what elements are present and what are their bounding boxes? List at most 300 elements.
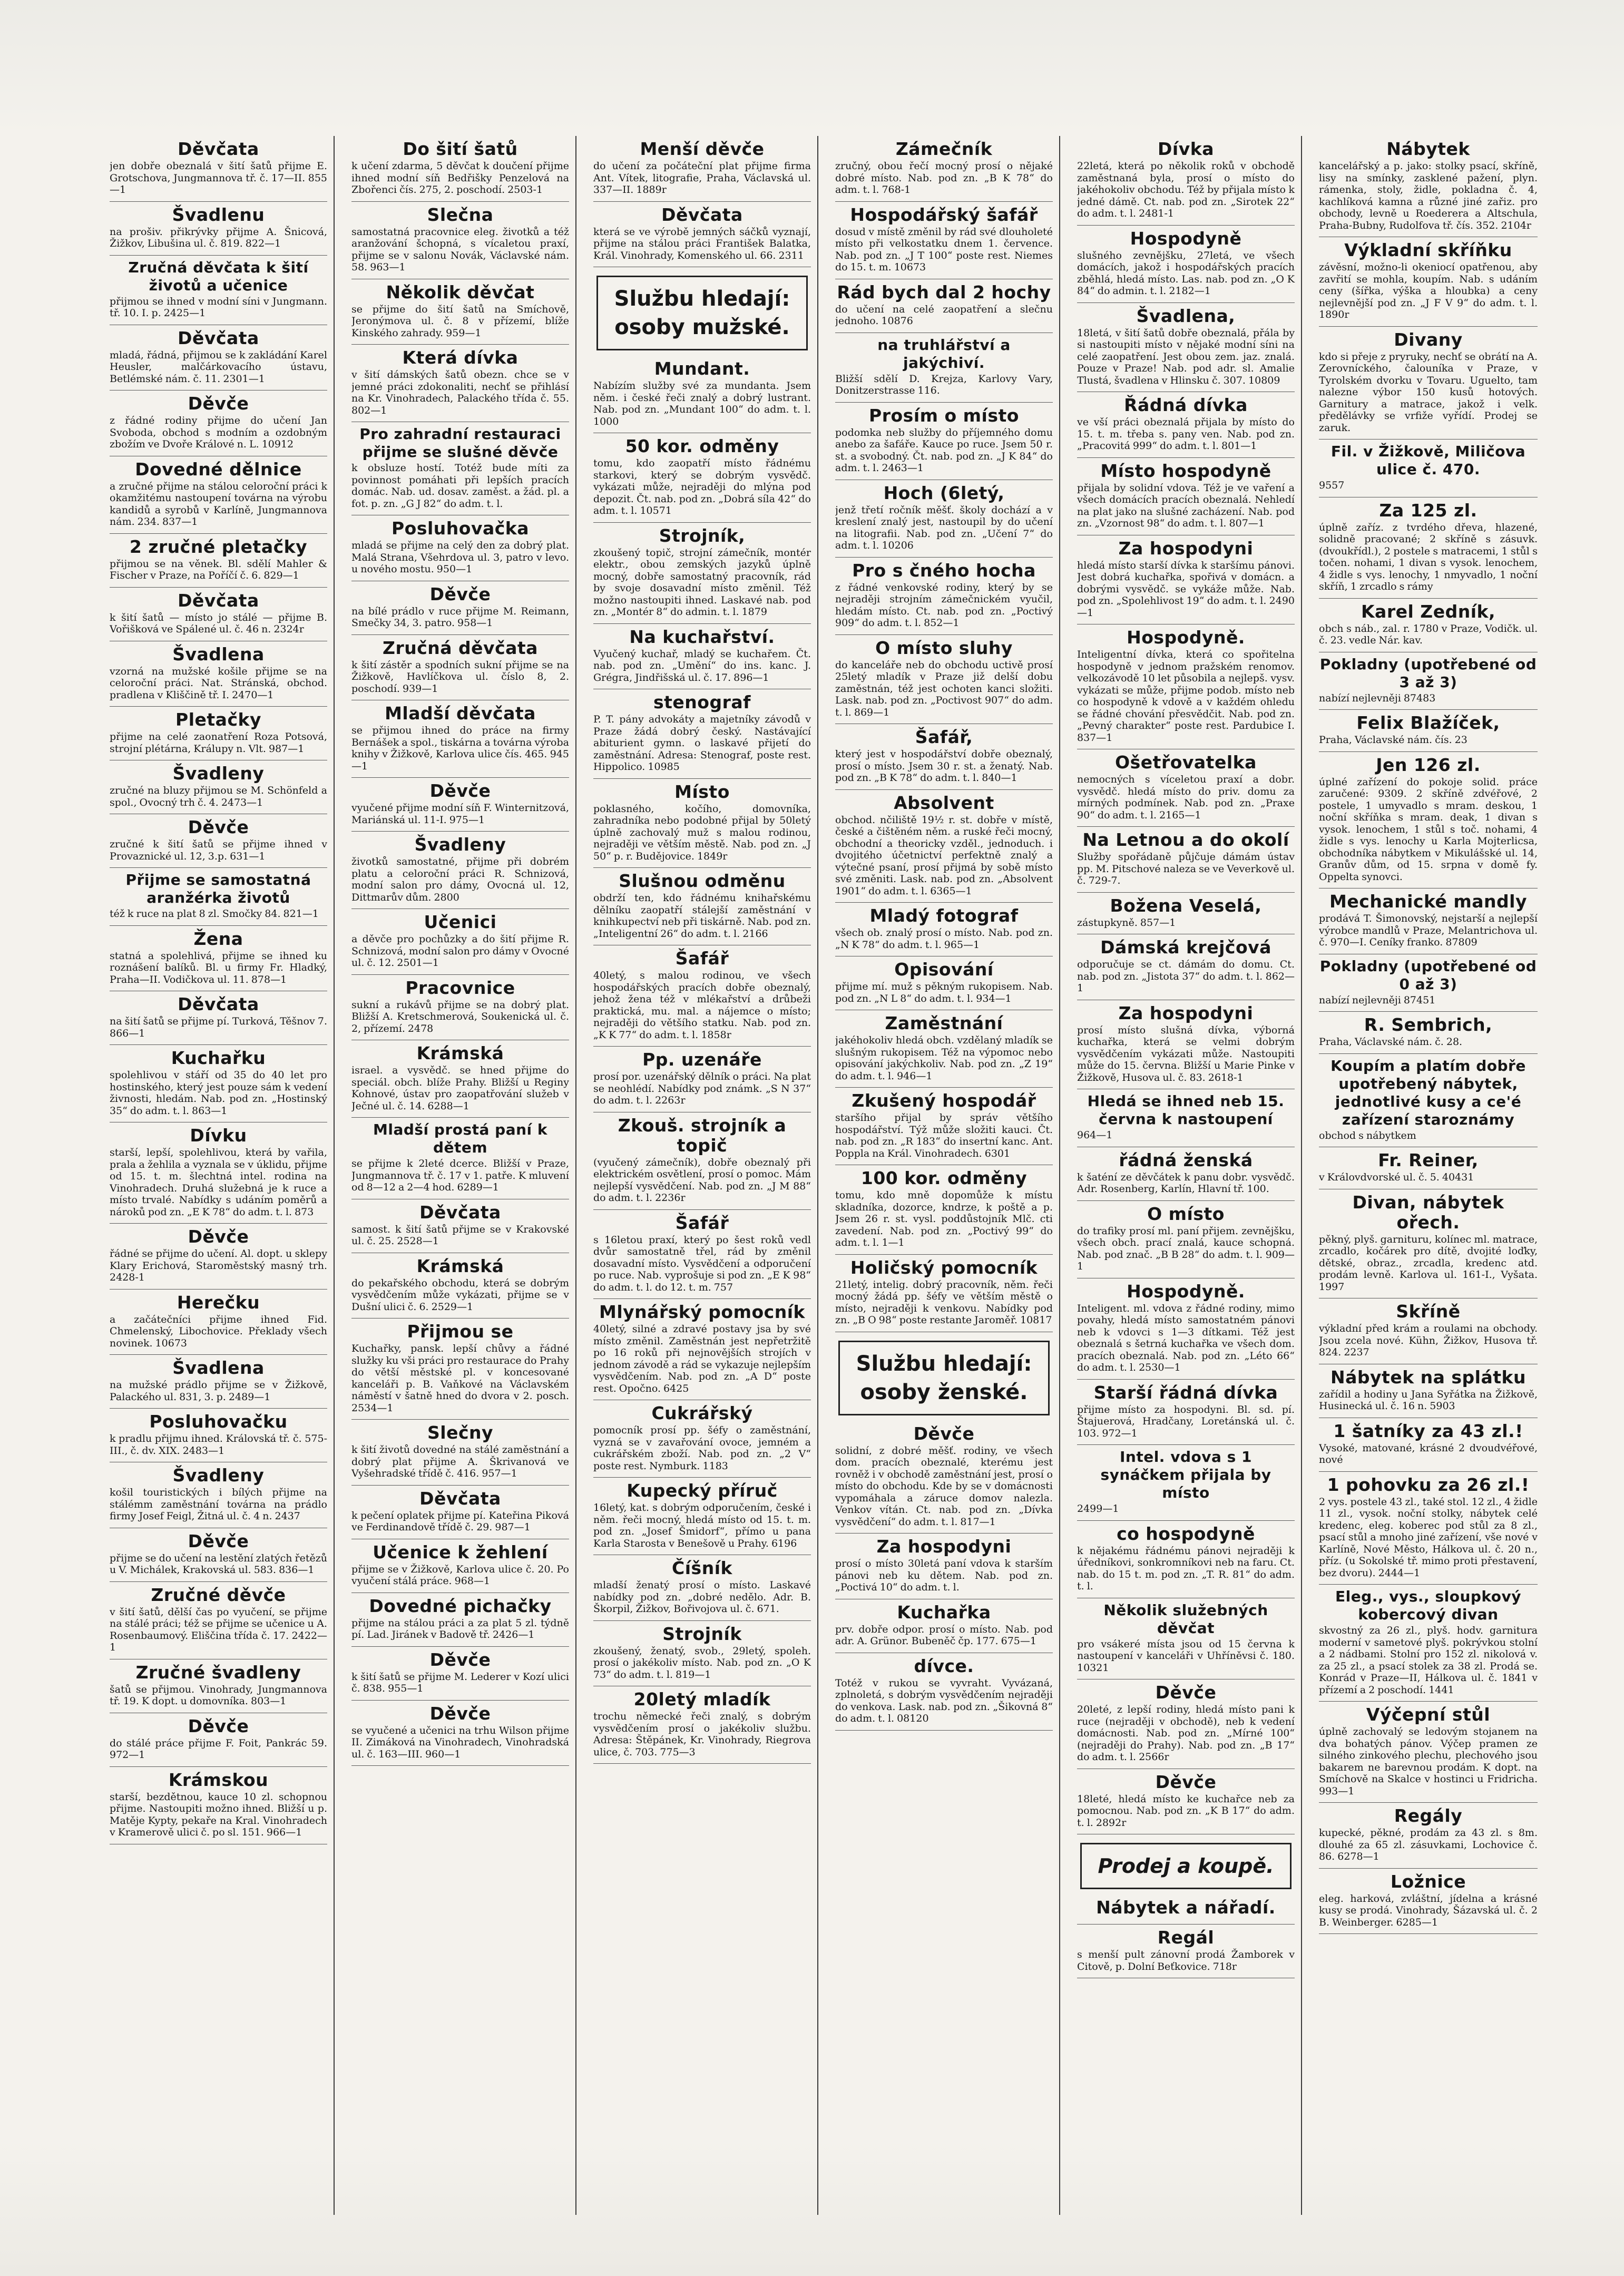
classified-ad [835,727,1053,790]
ad-heading: Zámečník [895,139,993,159]
ad-body: 2499—1 [1077,1503,1119,1515]
classified-ad [1319,892,1538,954]
ad-heading: Strojník, [659,525,746,546]
classified-ad [593,627,811,690]
ad-body: zkoušený, ženatý, svob., 29letý, spoleh. prosí o jakékoliv místo. Nab. pod zn. „O K 73“ do adm. t. l. 819—1 [593,1645,811,1681]
ad-heading: Divan, nábytek ořech. [1352,1191,1504,1233]
ad-body: pro vsákeré místa jsou od 15 června k nastoupení v kanceláři v Uhříněvsi č. 180. 10321 [1077,1638,1295,1674]
ad-heading: Pro zahradní restauraci přijme se slušné děvče [359,425,561,461]
ad-body: a začátečníci přijme ihned Fid. Chmelenský, Libochovice. Překlady všech novinek. 10673 [110,1313,327,1349]
classified-ad [1319,1302,1538,1364]
ad-heading: Pro s čného hocha [852,560,1036,581]
classified-ad [1319,1705,1538,1803]
classified-ad [110,1770,327,1844]
classified-ad [110,764,327,814]
classified-ad [593,1689,811,1764]
classified-ad [835,205,1053,279]
classified-ad [351,1489,569,1539]
ad-body: též k ruce na plat 8 zl. Smočky 84. 821—1 [110,908,319,920]
classified-ad [1077,1282,1295,1380]
section-heading: Službu hledají: osoby ženské. [838,1341,1050,1415]
ad-body: slušného zevnějšku, 27letá, ve všech domácích, jakož i hospodářských pracích zběhlá, hledá místo. Las. nab. pod zn. „O K 84“ do admin. t. l. 2182—1 [1077,249,1295,297]
classified-ad [1077,229,1295,303]
ad-body: 2 vys. postele 43 zl., také stol. 12 zl., 4 židle 11 zl., vysok. noční stolky, nábytek celé kredenc, eleg. koberec pod stůl za 8 zl., psací stůl a mnoho jiné zařízení, vše nové v Karlíně, Nové Město, Hálkova ul. č. 20 n., příz. (u Sokolské tř. mimo proti přestavení, bez dvoru). 2444—1 [1319,1496,1538,1579]
ad-heading: Božena Veselá, [1110,895,1262,916]
ad-body: Inteligent. ml. vdova z řádné rodiny, mimo povahy, hledá místo samostatném pánovi neb k vdovci s 1—3 dítkami. Též jest obeznalá s šetrná kuchařka ve všech dom. pracích obeznalá. Nab. pod zn. „Léto 66“ do adm. t. l. 2530—1 [1077,1302,1295,1373]
classified-ad [835,1258,1053,1332]
ad-body: přijme místo za hospodyni. Bl. sd. pí. Štajuerová, Hradčany, Loretánská ul. č. 103. 972—1 [1077,1403,1295,1439]
ad-heading: Nábytek [1386,139,1470,159]
ad-body: přijme se v Žižkově, Karlova ulice č. 20. Po vyučení stálá práce. 968—1 [351,1563,569,1587]
ad-heading: Za hospodyni [1118,1002,1254,1023]
ad-body: v šití šatů, dělší čas po vyučení, se přijme na stálé práci; též se přijme se učenice u A. Rosenbaumový. Eliščina třída č. 17. 2422—1 [110,1606,327,1653]
ad-heading: Mlynářský pomocník [599,1302,805,1322]
ad-heading: Děvče [429,1703,491,1724]
classified-ad [1077,753,1295,827]
classified-ad [351,1322,569,1420]
ad-heading: O místo [1147,1203,1225,1224]
ad-heading: Děvčata [178,327,259,348]
ad-body: prosí o místo 30letá paní vdova k starším pánovi neb ku dětem. Nab. pod zn. „Poctivá 10“ do adm. t. l. [835,1558,1053,1593]
ad-body: poklasného, kočího, domovníka, zahradníka nebo podobné přijal by 50letý úplně zachovalý muž s malou rodinou, nejraději ve větším městě. Nab. pod zn. „J 50“ p. r. Budějovice. 1849r [593,803,811,862]
ad-body: a zručné přijme na stálou celoroční práci k okamžitému nastoupení továrna na výrobu kandidů a syrobů v Karlíně, Jungmannova nám. 234. 837—1 [110,480,327,528]
ad-heading: Hospodyně [1130,228,1242,249]
ad-heading: Švadleny [172,1465,265,1486]
classified-ad [1077,1772,1295,1835]
classified-ad [1319,602,1538,652]
section-heading: Službu hledají: osoby mužské. [596,276,808,350]
ad-heading: Děvče [188,1226,249,1247]
ad-body: Bližší sdělí D. Krejza, Karlovy Vary, Donitzerstrasse 116. [835,373,1053,396]
classified-ad [110,591,327,641]
ad-body: všech ob. znalý prosí o místo. Nab. pod zn. „N K 78“ do adm. t. l. 965—1 [835,927,1053,951]
ad-heading: Zkouš. strojník a topič [618,1115,787,1156]
ad-heading: Učenice k žehlení [373,1541,548,1562]
ad-heading: Zručná děvčata k šití životů a učenice [128,258,309,294]
column-6 [1319,136,1544,2215]
ad-heading: 1 šatníky za 43 zl.! [1333,1420,1523,1441]
classified-ad [835,1091,1053,1165]
ad-heading: Pokladny (upotřebené od 0 až 3) [1319,957,1537,993]
classified-ad [835,906,1053,956]
ad-body: vyučené přijme modní síň F. Winternitzová, Mariánská ul. 11-I. 975—1 [351,802,569,826]
ad-heading: Zručné děvče [151,1584,286,1605]
ad-heading: Děvče [188,817,249,837]
ad-heading: Děvče [429,583,491,604]
ad-heading: Děvčata [419,1202,501,1223]
ad-heading: 20letý mladík [633,1689,771,1710]
ad-heading: Šafář [675,948,729,969]
ad-body: řádné se přijme do učení. Al. dopt. u sklepy Klary Erichová, Staroměstský masný trh. 2428-1 [110,1248,327,1283]
classified-ad [1077,1383,1295,1445]
classified-ad [1077,1150,1295,1201]
ad-body: obchod s nábytkem [1319,1129,1416,1141]
column-5 [1077,136,1302,2215]
ad-heading: Děvčata [661,204,743,225]
ad-body: obchod. nčiliště 19½ r. st. dobře v místě, české a čištěném něm. a ruské řeči mocný, obchodní a theoricky vzděl., jednoduch. i dvojitého účetnictví perfektně znalý a výtečné psaní, prosí přijmá by sobě místo své změniti. Lask. nab. pod zn. „Absolvent 1901“ do adm. t. l. 6365—1 [835,814,1053,897]
ad-heading: Místo [674,781,730,802]
ad-body: (vyučený zámečník), dobře obeznalý při elektrickém osvětlení, prosí o pomoc. Mám nejlepší vysvědčení. Nab. pod zn. „J M 88“ do adm. t. l. 2236r [593,1156,811,1204]
classified-ad [1319,1421,1538,1472]
ad-body: do učení na celé zaopatření a slečnu jednoho. 10876 [835,303,1053,327]
section-heading: Prodej a koupě. [1080,1843,1292,1889]
classified-ad [1077,1204,1295,1278]
ad-body: v Královdvorské ul. č. 5. 40431 [1319,1171,1474,1183]
classified-ad [110,1293,327,1355]
ad-body: skvostný za 26 zl., plyš. hodv. garnitura moderní v sametové plyš. pokrývkou stolní a 2 nádbami. Stolní pro 152 zl. nikolová v. za 25 zl., a psací stolek za 38 zl. Prodá se. Konrád v Praze—II, Hálkova ul. č. 1841 v přízemí a 2 poschodí. 1441 [1319,1625,1538,1696]
ad-body: prv. dobře odpor. prosí o místo. Nab. pod adr. A. Grünor. Bubeněč čp. 177. 675—1 [835,1623,1053,1647]
classified-ad [351,704,569,778]
classified-ad [835,561,1053,635]
ad-heading: Felix Blažíček, [1356,712,1500,733]
classified-ad [1319,1872,1538,1935]
classified-ad [351,1704,569,1766]
ad-heading: Mladší prostá paní k dětem [373,1121,548,1156]
ad-body: k pradlu přijmu ihned. Královská tř. č. 575-III., č. dv. XIX. 2483—1 [110,1433,327,1457]
classified-ad [1319,1150,1538,1189]
ad-heading: Výkladní skříňku [1344,240,1512,260]
ad-heading: Hoch (6letý, [883,482,1005,503]
ad-body: Praha, Václavské nám. č. 28. [1319,1036,1463,1048]
ad-heading: Zručná děvčata [383,637,538,658]
ad-body: 18leté, hledá místo ke kuchařce neb za pomocnou. Nab. pod zn. „K B 17“ do adm. t. l. 2892r [1077,1793,1295,1829]
column-2 [351,136,576,2215]
ad-heading: Mechanické mandly [1329,891,1527,912]
classified-ad [351,348,569,422]
ad-heading: Opisování [894,959,994,980]
classified-ad [1319,1367,1538,1418]
ad-body: jenž třetí ročník měšť. školy dochází a v kreslení znalý jest, nastoupil by do učení na litografii. Nab. pod zn. „Učení 7“ do adm. t. l. 10206 [835,504,1053,551]
ad-body: kupecké, pěkné, prodám za 43 zl. s 8m. dlouhé za 65 zl. zásuvkami, Lochovice č. 86. 6278—1 [1319,1827,1538,1862]
ad-body: zručné k šití šatů se přijme ihned v Provaznické ul. 12, 3.p. 631—1 [110,838,327,862]
ad-body: Inteligentní dívka, která co spořitelna hospodyně v jednom pražském renomov. velkozávodě 10 let působila a nejlepš. vysv. vykázati se může, přijme podob. místo neb co hospodyně k vdově a v každém ohledu se řádné chování přesvědčit. Nab. pod zn. „Pevný charakter“ poste rest. Pardubice I. 837—1 [1077,649,1295,744]
ad-heading: Za hospodyni [876,1536,1012,1557]
ad-body: se přijme do šití šatů na Smíchově, Jeronýmova ul. č. 8 v přízemí, blíže Kinského zahrady. 959—1 [351,303,569,339]
ad-body: zařídil a hodiny u Jana Syřátka na Žižkově, Husinecká ul. č. 16 n. 5903 [1319,1388,1538,1412]
ad-heading: Krámská [416,1255,504,1276]
classified-ad [351,425,569,515]
ad-heading: Děvče [429,1649,491,1670]
ad-body: pomocník prosí pp. šéfy o zaměstnání, vyzná se v zavařování ovoce, jemném a cukrářském zboží. Nab. pod zn. „2 V“ poste rest. Nymburk. 1183 [593,1424,811,1472]
ad-body: mladá se přijme na celý den za dobrý plat. Malá Strana, Všehrdova ul. 3, patro v levo. u nového mostu. 950—1 [351,540,569,575]
classified-ad [1077,1524,1295,1598]
ad-body: košil touristických i bílých přijme na stálémm zaměstnání továrna na prádlo firmy Josef Feigl, Žitná ul. č. 4 n. 2437 [110,1487,327,1522]
ad-body: k šaténí ze děvčátek k panu dobr. vysvědč. Adr. Rosenberg, Karlín, Hlavní tř. 100. [1077,1171,1295,1195]
ad-heading: Číšník [672,1558,732,1578]
ad-heading: Děvče [429,780,491,801]
ad-heading: Místo hospodyně [1100,460,1271,481]
classified-ad [1077,306,1295,393]
ad-body: mladá, řádná, přijmou se k zakládání Karel Heusler, malčárkovacího ústavu, Betlémské nám. č. 11. 2301—1 [110,349,327,385]
classified-ad [110,994,327,1045]
ad-body: 20leté, z lepší rodiny, hledá místo pani k ruce (nejraději v obchodě), neb k vedení domácnosti. Nab. pod zn. „Mírné 100“ (nejraději do Prahy). Nab. pod zn. „B 17“ do adm. t. l. 2566r [1077,1704,1295,1763]
classified-ad [110,328,327,391]
ad-body: do učení za počáteční plat přijme firma Ant. Vítek, litografie, Praha, Václavská ul. 337—II. 1889r [593,160,811,196]
classified-ad [835,638,1053,725]
classified-ad [593,1403,811,1478]
ad-body: spolehlivou v stáří od 35 do 40 let pro hostinského, který jest pouze sám k vedení živnosti, hledám. Nab. pod zn. „Hostinský 35“ do adm. t. l. 863—1 [110,1069,327,1117]
classified-ad [835,406,1053,480]
classified-ad [351,978,569,1041]
ad-heading: Kuchařka [897,1601,991,1623]
ad-heading: Strojník [662,1623,742,1644]
ad-heading: 50 kor. odměny [625,436,779,456]
classified-ad [1319,958,1538,1012]
ad-body: na mužské prádlo přijme se v Žižkově, Palackého ul. 831, 3. p. 2489—1 [110,1379,327,1403]
ad-heading: Mladý fotograf [869,905,1019,926]
ad-heading: Pletačky [175,709,261,730]
classified-ad [1319,1193,1538,1299]
ad-heading: Kuchařku [171,1048,266,1068]
ad-heading: Švadlena, [1136,305,1236,326]
classified-ad [110,1358,327,1409]
ad-body: 964—1 [1077,1129,1113,1141]
ad-heading: Několik děvčat [386,281,535,302]
ad-heading: Dovedné pichačky [369,1595,552,1616]
classified-ad [1077,1092,1295,1147]
ad-heading: Přijmou se [407,1321,514,1342]
ad-heading: Menší děvče [640,139,765,159]
classified-ad [351,1256,569,1319]
ad-heading: Ložnice [1390,1871,1466,1892]
classified-ad [593,1116,811,1210]
ad-body: prosí por. uzenářský dělník o práci. Na plat se neohlédí. Nabídky pod známk. „S N 37“ do adm. t. l. 2263r [593,1071,811,1106]
ad-body: eleg. harková, zvláštní, jídelna a krásné kusy se prodá. Vinohrady, Šázavská ul. č. 2 B. Weinberger. 6285—1 [1319,1892,1538,1928]
ad-body: do trafiky prosí ml. paní přijem. zevnějšku, všech obch. prací znalá, kauce schopná. Nab. pod znač. „B B 28“ do adm. t. l. 909—1 [1077,1225,1295,1272]
classified-columns [110,136,1544,2215]
ad-heading: Posluhovačka [391,518,530,539]
classified-ad [593,1558,811,1621]
ad-heading: Do šití šatů [403,139,518,159]
ad-heading: Mundant. [654,358,750,379]
classified-ad [351,1542,569,1593]
classified-ad [835,1168,1053,1255]
ad-body: k šití šatů — místo jo stálé — přijme B. Vořišková ve Spálené ul. č. 46 n. 2324r [110,611,327,635]
ad-heading: Slušnou odměnu [619,871,786,891]
ad-heading: Nábytek a nářadí. [1096,1897,1276,1918]
ad-body: hledá místo starší dívka k staršímu pánovi. Jest dobrá kuchařka, spořivá v domácn. a dobrými vysvědč. se vykáže může. Nab. pod zn. „Spolehlivost 19“ do adm. t. l. 2490—1 [1077,559,1295,619]
classified-ad [1077,1601,1295,1680]
ad-body: z řádné rodiny přijme do učení Jan Svoboda, obchod s modním a ozdobným zbožím ve Dvoře Králové n. L. 10912 [110,415,327,450]
classified-ad [1077,1448,1295,1521]
classified-ad [593,1481,811,1555]
classified-ad [1319,1057,1538,1148]
ad-body: Kuchařky, pansk. lepší chůvy a řádné služky ku vši práci pro restaurace do Prahy do větší městské pl. v koncesované kanceláři p. B. Vaňkové na Václavském náměstí v šatně hned do dvora v 2. posch. 2534—1 [351,1343,569,1414]
ad-heading: Krámskou [168,1769,269,1790]
ad-heading: Jen 126 zl. [1376,754,1481,775]
ad-body: samost. k šití šatů přijme se v Krakovské ul. č. 25. 2528—1 [351,1223,569,1247]
ad-body: vzorná na mužské košile přijme se na celoroční práci. Nat. Stránská, obchod. pradlena v Kliščině tř. I. 2470—1 [110,665,327,701]
classified-ad [1077,461,1295,535]
ad-heading: Dívka [1158,139,1214,159]
ad-heading: Mladší děvčata [385,703,536,724]
classified-ad [593,871,811,945]
ad-body: na prošiv. přikrývky přijme A. Šnicová, Žižkov, Libušina ul. č. 819. 822—1 [110,226,327,249]
ad-body: zástupkyně. 857—1 [1077,916,1176,929]
ad-body: jen dobře obeznalá v šití šatů přijme E. Grotschova, Jungmannova tř. č. 17—II. 855—1 [110,160,327,196]
ad-body: 9557 [1319,480,1345,491]
ad-body: podomka neb služby do příjemného domu anebo za šafáře. Kauce po ruce. Jsem 50 r. st. a svobodný. Čt. nab. pod zn. „J K 84“ do adm. t. l. 2463—1 [835,426,1053,474]
ad-body: k šití šatů se přijme M. Lederer v Kozí ulici č. 838. 955—1 [351,1671,569,1694]
ad-heading: co hospodyně [1117,1523,1255,1544]
classified-ad [835,1603,1053,1653]
ad-heading: Která dívka [402,347,518,368]
classified-ad [351,1596,569,1647]
ad-body: šatů se přijmou. Vinohrady, Jungmannova tř. 19. K dopt. u domovníka. 803—1 [110,1683,327,1707]
classified-ad [593,1213,811,1300]
classified-ad [835,139,1053,202]
ad-body: 40letý, silné a zdravé postavy jsa by své místo změnil. Zaměstnán jest nepřetržitě po 16 roků při nejnovějších strojích v jednom závodě a rád se vykazuje nejlepším vysvědčením. Nab. pod zn. „A D“ poste rest. Opočno. 6425 [593,1323,811,1394]
classified-ad [1077,830,1295,893]
column-1 [110,136,335,2215]
ad-body: mladší ženatý prosí o místo. Laskavé nabídky pod zn. „dobré nedělo. Adr. B. Škorpil, Žižkov, Bořivojova ul. č. 671. [593,1579,811,1615]
ad-heading: Výčepní stůl [1366,1704,1491,1725]
ad-heading: O místo sluhy [875,637,1013,658]
classified-ad [835,336,1053,403]
ad-heading: Hospodyně. [1127,1281,1245,1302]
classified-ad [593,1050,811,1112]
classified-ad [1077,1898,1295,1925]
ad-body: přijala by solidní vdova. Též je ve vaření a všech domácích pracích obeznalá. Nehledí na plat jako na slušné zacházení. Nab. pod zn. „Vzornost 98“ do adm. t. l. 807—1 [1077,482,1295,529]
ad-body: který jest v hospodářství dobře obeznalý, prosí o místo. Jsem 30 r. st. a ženatý. Nab. pod zn. „B K 78“ do adm. t. l. 840—1 [835,748,1053,784]
classified-ad [110,259,327,325]
ad-body: zručné na bluzy přijmou se M. Schönfeld a spol., Ovocný trh č. 4. 2473—1 [110,785,327,808]
ad-heading: Děvče [188,1530,249,1551]
ad-body: sukní a rukávů přijme se na dobrý plat. Bližší A. Kretschmerová, Soukenická ul. č. 2, přízemí. 2478 [351,999,569,1034]
ad-heading: Švadlena [172,643,265,665]
ad-heading: Švadlena [172,1357,265,1378]
classified-ad [1319,755,1538,889]
ad-body: Nabízím služby své za mundanta. Jsem něm. i české řeči znalý a dobrý lustrant. Nab. pod zn. „Mundant 100“ do adm. t. l. 1000 [593,380,811,427]
ad-body: starší, lepší, spolehlivou, která by vařila, prala a žehlila a vyznala se v úklidu, přijme od 15. t. m. šlechtná intel. rodina na Vinohradech. Druhá služebná je k ruce a místo trvalé. Nabídky s udáním poměrů a nároků pod zn. „E K 78“ do adm. t. l. 873 [110,1147,327,1218]
ad-heading: Hledá se ihned neb 15. června k nastoupení [1087,1092,1285,1128]
classified-ad [110,537,327,588]
ad-body: prosí místo slušná dívka, výborná kuchařka, která se velmi dobrým vysvědčením vykázati může. Nastoupiti může do 15. června. Bližší u Marie Pinke v Žižkově, Husova ul. č. 83. 2618-1 [1077,1024,1295,1083]
ad-heading: Ošetřovatelka [1115,752,1257,773]
classified-ad [593,692,811,779]
ad-body: k šití zástěr a spodních sukní přijme se na Žižkově, Havlíčkova ul. číslo 8, 2. poschodí. 939—1 [351,659,569,695]
classified-ad [110,205,327,256]
ad-heading: Skříně [1396,1301,1461,1322]
ad-heading: Děvčata [419,1488,501,1509]
classified-ad [1077,139,1295,226]
ad-body: dosud v místě změnil by rád své dlouholeté místo při velkostatku dnem 1. července. Nab. pod zn. „J T 100“ poste rest. Niemes do 15. t. m. 10673 [835,226,1053,273]
ad-heading: R. Sembrich, [1364,1014,1493,1035]
ad-body: obdrží ten, kdo řádnému knihařskému dělníku zaopatří stálejší zaměstnání v knihkupectví neb při tiskárně. Nab. pod zn. „Inteligentní 26“ do adm. t. l. 2166 [593,892,811,940]
ad-heading: Švadleny [172,763,265,784]
ad-heading: Holičský pomocník [850,1257,1038,1278]
classified-ad [835,1013,1053,1088]
classified-ad [110,1585,327,1659]
ad-body: z řádné venkovské rodiny, který by se nejraději strojním zámečnickém vyučil, hledám místo. Ct. nab. pod zn. „Poctivý 909“ do adm. t. l. 852—1 [835,581,1053,629]
classified-ad [593,205,811,268]
classified-ad [1077,1683,1295,1769]
ad-heading: Řádná dívka [1124,395,1248,415]
ad-body: na bílé prádlo v ruce přijme M. Reimann, Smečky 34, 3. patro. 958—1 [351,605,569,629]
ad-body: k nějakému řádnému pánovi nejraději k úředníkovi, sonkromníkovi neb na faru. Ct. nab. do 15 t. m. pod zn. „T. R. 81“ do adm. t. l. [1077,1545,1295,1592]
ad-heading: Na kuchařství. [629,626,775,647]
ad-body: úplné zařízení do pokoje solid. práce zaručené: 9309. 2 skříně zdvéřové, 2 postele, 1 umyvadlo s mram. deskou, 1 noční skříňka s mram. deak, 1 divan s vysok. lenochem, 1 stůl s toč. nohami, 4 židle s vys. lenochy u Karla Mojterlicsa, obchodníka nábytkem v Mikulášské ul. 14, Granův dům, od 15. srpna v domě fy. Oppelta synovci. [1319,776,1538,883]
ad-heading: Nábytek na splátku [1330,1366,1526,1388]
ad-heading: Dovedné dělnice [135,458,302,480]
classified-ad [351,638,569,701]
classified-ad [835,1424,1053,1534]
classified-ad [351,139,569,202]
ad-body: k pečení oplatek přijme pí. Kateřina Piková ve Ferdinandově třídě č. 29. 987—1 [351,1509,569,1533]
ad-heading: Dámská krejčová [1100,937,1271,958]
classified-ad [110,1412,327,1462]
ad-body: přijme na celé zaonatření Roza Potsová, strojní plétárna, Králupy n. Vlt. 987—1 [110,731,327,755]
ad-body: v šití dámských šatů obezn. chce se v jemné práci zdokonaliti, nechť se přihlásí na Kr. Vinohradech, Palackého třída č. 55. 802—1 [351,369,569,416]
classified-ad [593,949,811,1047]
ad-heading: Děvče [1155,1771,1217,1792]
ad-body: Totéž v rukou se vyvraht. Vyvázaná, zplnoletá, s dobrým vysvědčením nejraději do venkova. Lask. nab. pod zn. „Šikovná 8“ do adm. t. l. 08120 [835,1677,1053,1724]
ad-heading: Děvčata [178,590,259,611]
classified-ad [593,1624,811,1687]
ad-body: statná a spolehlivá, přijme se ihned ku roznášení balíků. Bl. u firmy Fr. Hladký, Praha—II. Vodičkova ul. 11. 878—1 [110,950,327,985]
ad-heading: Eleg., vys., sloupkový kobercový divan [1335,1588,1522,1623]
ad-body: přijme se do učení na lestění zlatých řetězů u V. Michálek, Krakovská ul. 583. 836—1 [110,1552,327,1576]
classified-ad [1077,628,1295,749]
classified-ad [110,1716,327,1767]
classified-ad [593,526,811,624]
ad-heading: Karel Zedník, [1361,601,1495,622]
classified-ad [835,483,1053,558]
ad-heading: Na Letnou a do okolí [1082,829,1289,850]
ad-heading: Zručné švadleny [135,1662,301,1683]
classified-ad [593,1302,811,1400]
ad-heading: Švadleny [414,834,506,855]
ad-heading: Pp. uzenáře [642,1049,762,1070]
ad-heading: Několik služebných děvčat [1103,1601,1268,1637]
ad-body: s 16letou praxí, který po šest roků vedl dvůr samostatně třel, rád by změnil dosavadní místo. Vysvědčení a odporučení po ruce. Nab. vyprošuje si pod zn. „E K 98“ do adm. t. l. do 12. t. m. 757 [593,1234,811,1293]
ad-heading: Prosím o místo [869,405,1019,426]
ad-body: samostatná pracovnice eleg. životků a též aranžování šchopná, s vícaletou praxí, přijme se v salonu Novák, Václavské nám. 58. 963—1 [351,226,569,273]
ad-heading: Divany [1394,329,1463,350]
ad-heading: Děvčata [178,139,259,159]
classified-ad [1077,896,1295,935]
ad-body: 22letá, která po několik roků v obchodě zaměstnaná byla, prosí o místo do jakéhokoliv obchodu. Též by přijala místo k jedné dámě. Ct. nab. pod zn. „Sirotek 22“ do adm. t. l. 2481-1 [1077,160,1295,219]
classified-ad [1077,539,1295,625]
ad-heading: Děvče [1155,1682,1217,1703]
ad-heading: Posluhovačku [149,1411,288,1432]
classified-ad [351,835,569,909]
ad-heading: Hospodářský šafář [850,204,1038,225]
ad-body: přijme mí. muž s pěkným rukopisem. Nab. pod zn. „N L 8“ do adm. t. l. 934—1 [835,981,1053,1004]
ad-body: životků samostatné, přijme při dobrém platu a celoroční práci R. Schnizová, modní salon pro dámy, Ovocná ul. 12, Dittmarův dům. 2800 [351,856,569,903]
ad-body: israel. a vysvědč. se hned přijme do speciál. obch. blíže Prahy. Bližší u Reginy Kohnové, ústav pro zaopatřování služeb v Ječné ul. č. 14. 6288—1 [351,1064,569,1112]
ad-body: výkladní před krám a roulami na obchody. Jsou zcela nové. Kühn, Žižkov, Husova tř. 824. 2237 [1319,1323,1538,1358]
classified-ad [110,871,327,926]
classified-ad [835,960,1053,1010]
classified-ad [1319,713,1538,752]
ad-body: 18letá, v šití šatů dobře obeznalá, přála by si nastoupiti místo v nějaké modní síni na celé zaopatření. Jest obou zem. jaz. znalá. Pouze v Praze! Nab. pod adr. sl. Amalie Tlustá, švadlena v Hlinsku č. 307. 10809 [1077,327,1295,386]
ad-body: kdo si přeje z pryruky, nechť se obrátí na A. Zerovníckého, čalouníka v Praze, v Tyrolském dvorku v Tovaru. Uguelto, tam nalezne výbor 150 kusů hotových. Garnitury a matrace, jakož i velk. předělávky se vrfiže vyřídí. Prodej se zaruk. [1319,350,1538,434]
ad-body: Služby spořádaně půjčuje dámám ústav pp. M. Pitschové naleza se ve Veverkově ul. č. 729-7. [1077,851,1295,886]
ad-heading: Slečna [427,204,494,225]
ad-body: Praha, Václavské nám. čís. 23 [1319,734,1468,746]
ad-body: odporučuje se ct. dámám do domu. Ct. nab. pod zn. „Jistota 37“ do adm. t. l. 862—1 [1077,959,1295,994]
ad-body: staršího přijal by správ většího hospodářství. Týž může složiti kauci. Čt. nab. pod zn. „R 183“ do insertní kanc. Ant. Poppla na Král. Vinohradech. 6301 [835,1112,1053,1159]
classified-ad [1077,937,1295,1000]
classified-ad [593,359,811,433]
ad-heading: Učenici [424,912,497,932]
classified-ad [1319,501,1538,599]
classified-ad [835,793,1053,903]
classified-ad [110,817,327,868]
classified-ad [351,1650,569,1701]
ad-body: obch s náb., zal. r. 1780 v Praze, Vodičk. ul. č. 23. vedle Nár. kav. [1319,622,1538,646]
